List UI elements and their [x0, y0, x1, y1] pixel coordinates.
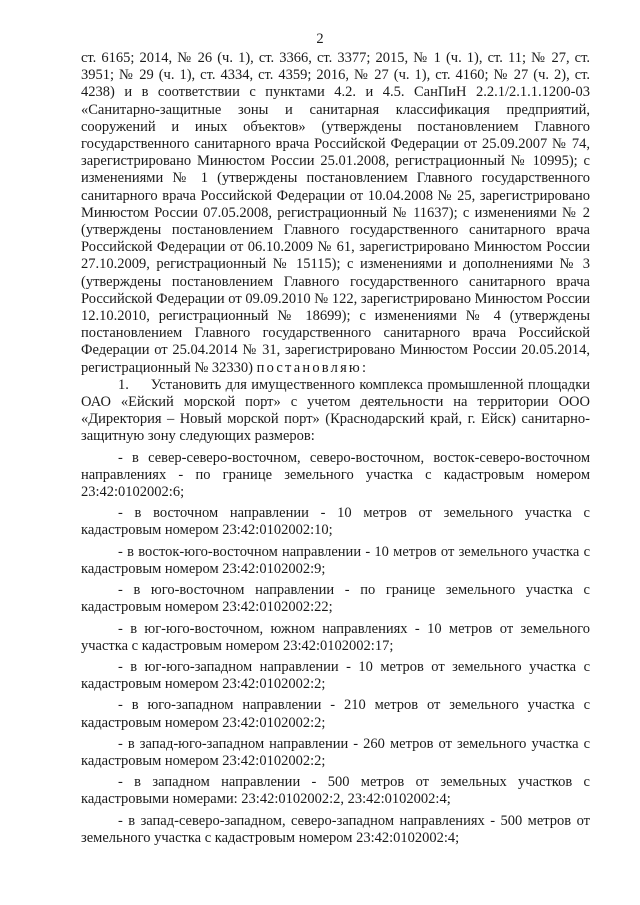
page-number: 2 [316, 31, 324, 47]
zone-item: - в юго-западном направлении - 210 метров от земельного участка с кадастровым номером 23:42:0102002:2; [81, 697, 590, 731]
zone-item: - в юг-юго-восточном, южном направлениях - 10 метров от земельного участка с кадастровым номером 23:42:0102002:17; [81, 620, 590, 654]
intro-paragraph [81, 50, 590, 377]
zone-item: - в запад-северо-западном, северо-западном направлениях - 500 метров от земельного участка с кадастровым номером 23:42:0102002:4; [81, 812, 590, 846]
zone-item: - в восточном направлении - 10 метров от земельного участка с кадастровым номером 23:42:0102002:10; [81, 505, 590, 539]
zone-item: - в западном направлении - 500 метров от земельных участков с кадастровыми номерами: 23:42:0102002:2, 23:42:0102002:4; [81, 774, 590, 808]
item-1-paragraph: 1. Установить для имущественного комплекса промышленной площадки ОАО «Ейский морской порт» с учетом деятельности на территории ООО «Директория – Новый морской порт» (Краснодарский край, г. Ейск) санитарно-защитную зону следующих размеров: [81, 376, 590, 445]
zone-item: - в запад-юго-западном направлении - 260 метров от земельного участка с кадастровым номером 23:42:0102002:2; [81, 735, 590, 769]
zone-item: - в восток-юго-восточном направлении - 10 метров от земельного участка с кадастровым номером 23:42:0102002:9; [81, 543, 590, 577]
zone-item: - в юго-восточном направлении - по границе земельного участка с кадастровым номером 23:42:0102002:22; [81, 582, 590, 616]
decree-word: постановляю: [256, 359, 369, 376]
zone-item: - в юг-юго-западном направлении - 10 метров от земельного участка с кадастровым номером 23:42:0102002:2; [81, 658, 590, 693]
intro-text: ст. 6165; 2014, № 26 (ч. 1), ст. 3366, ст. 3377; 2015, № 1 (ч. 1), ст. 11; № 27, ст. 3951; № 29 (ч. 1), ст. 4334, ст. 4359; 2016, № 27 (ч. 1), ст. 4160; № 27 (ч. 2), ст. 4238) и в соответствии с пунктами 4.2. и 4.5. СанПиН 2.2.1/2.1.1.1200-03 «Санитарно-защитные зоны и санитарная классификация предприятий, сооружений и иных объектов» (утверждены постановлением Главного государственного санитарного врача Российской Федерации от 25.09.2007 № 74, зарегистрировано Минюстом России 25.01.2008, регистрационный № 10995); с изменениями № 1 (утверждены постановлением Главного государственного санитарного врача Российской Федерации от 10.04.2008 № 25, зарегистрировано Минюстом России 07.05.2008, регистрационный № 11637); с изменениями № 2 (утверждены постановлением Главного государственного санитарного врача Российской Федерации от 06.10.2009 № 61, зарегистрировано Минюстом России 27.10.2009, регистрационный № 15115); с изменениями и дополнениями № 3 (утверждены постановлением Главного государственного санитарного врача Российской Федерации от 09.09.2010 № 122, зарегистрировано Минюстом России 12.10.2010, регистрационный № 18699); с изменениями № 4 (утверждены постановлением Главного государственного санитарного врача Российской Федерации от 25.04.2014 № 31, зарегистрировано Минюстом России 20.05.2014, регистрационный № 32330) [81, 50, 590, 376]
zone-item: - в север-северо-восточном, северо-восточном, восток-северо-восточном направлениях - по границе земельного участка с кадастровым номером 23:42:0102002:6; [81, 449, 590, 501]
document-body [81, 50, 590, 847]
